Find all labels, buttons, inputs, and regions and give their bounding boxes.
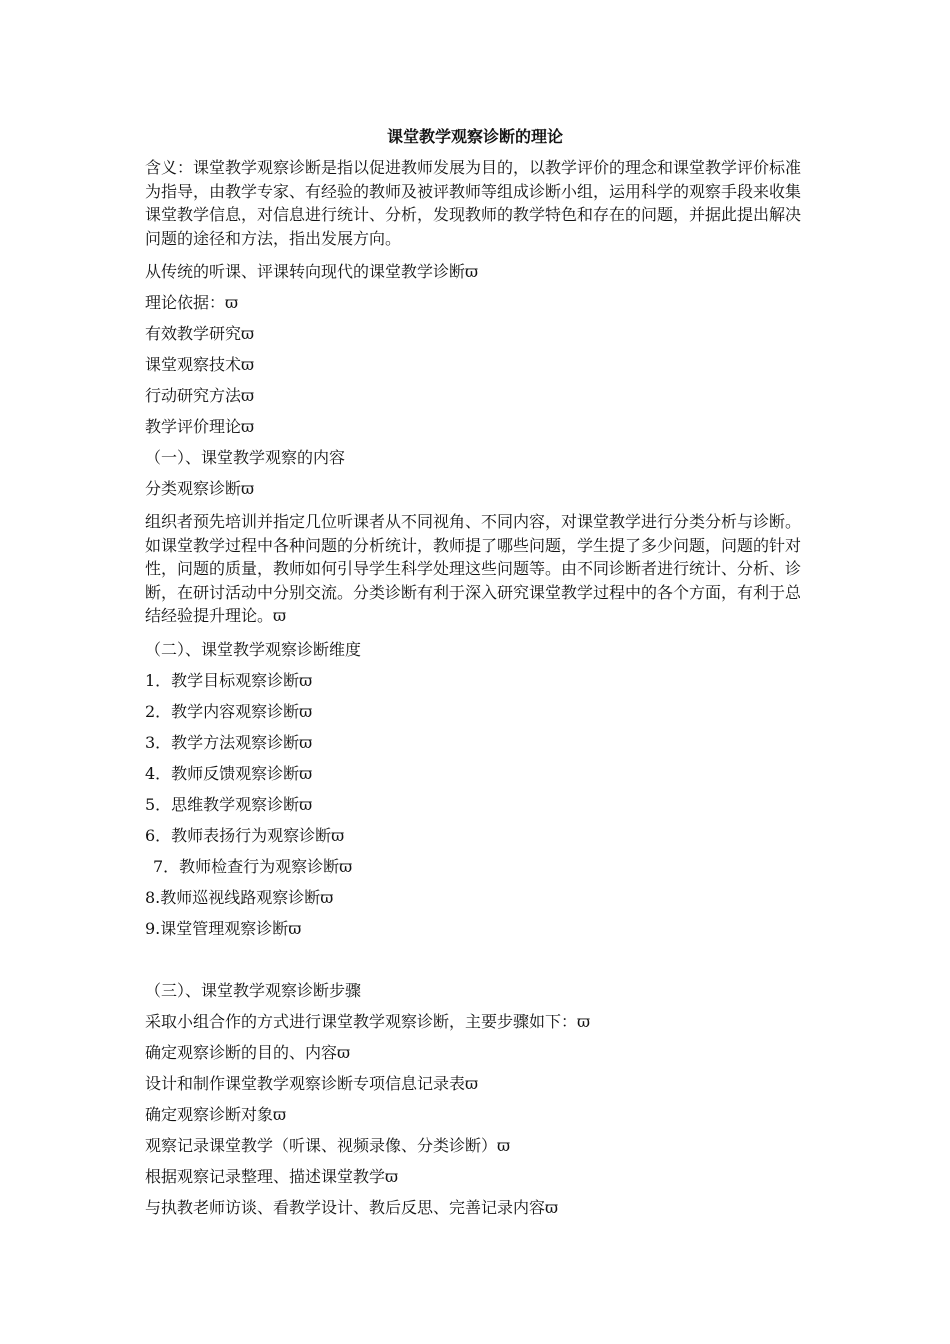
transition-line: 从传统的听课、评课转向现代的课堂教学诊断ϖ: [145, 262, 479, 281]
dimension-item: 9.课堂管理观察诊断ϖ: [145, 919, 302, 938]
dimension-item: 1．教学目标观察诊断ϖ: [145, 671, 313, 690]
basis-item: 课堂观察技术ϖ: [145, 355, 255, 374]
basis-item: 行动研究方法ϖ: [145, 386, 255, 405]
dimension-item: 8.教师巡视线路观察诊断ϖ: [145, 888, 334, 907]
basis-heading: 理论依据：ϖ: [145, 293, 239, 312]
section3-heading: （三）、课堂教学观察诊断步骤: [145, 981, 362, 1000]
section1-heading: （一）、课堂教学观察的内容: [145, 448, 346, 467]
dimension-item: 6．教师表扬行为观察诊断ϖ: [145, 826, 345, 845]
step-item: 观察记录课堂教学（听课、视频录像、分类诊断）ϖ: [145, 1136, 511, 1155]
dimension-item: 7．教师检查行为观察诊断ϖ: [153, 857, 353, 876]
basis-item: 教学评价理论ϖ: [145, 417, 255, 436]
step-item: 设计和制作课堂教学观察诊断专项信息记录表ϖ: [145, 1074, 479, 1093]
dimension-item: 3．教学方法观察诊断ϖ: [145, 733, 313, 752]
dimension-item: 4．教师反馈观察诊断ϖ: [145, 764, 313, 783]
section3-intro: 采取小组合作的方式进行课堂教学观察诊断，主要步骤如下：ϖ: [145, 1012, 591, 1031]
dimension-item: 5．思维教学观察诊断ϖ: [145, 795, 313, 814]
step-item: 确定观察诊断对象ϖ: [145, 1105, 287, 1124]
step-item: 确定观察诊断的目的、内容ϖ: [145, 1043, 351, 1062]
section1-subheading: 分类观察诊断ϖ: [145, 479, 255, 498]
section1-body: 组织者预先培训并指定几位听课者从不同视角、不同内容，对课堂教学进行分类分析与诊断。如课堂教学过程中各种问题的分析统计，教师提了哪些问题，学生提了多少问题，问题的针对性，问题的质量，教师如何引导学生科学处理这些问题等。由不同诊断者进行统计、分析、诊断，在研讨活动中分别交流。分类诊断有利于深入研究课堂教学过程中的各个方面，有利于总结经验提升理论。ϖ: [145, 512, 802, 625]
step-item: 与执教老师访谈、看教学设计、教后反思、完善记录内容ϖ: [145, 1198, 559, 1217]
definition-paragraph: 含义：课堂教学观察诊断是指以促进教师发展为目的，以教学评价的理念和课堂教学评价标准为指导，由教学专家、有经验的教师及被评教师等组成诊断小组，运用科学的观察手段来收集课堂教学信息，对信息进行统计、分析，发现教师的教学特色和存在的问题，并据此提出解决问题的途径和方法，指出发展方向。: [145, 158, 802, 248]
dimension-item: 2．教学内容观察诊断ϖ: [145, 702, 313, 721]
section2-heading: （二）、课堂教学观察诊断维度: [145, 640, 362, 659]
basis-item: 有效教学研究ϖ: [145, 324, 255, 343]
step-item: 根据观察记录整理、描述课堂教学ϖ: [145, 1167, 399, 1186]
document-title: 课堂教学观察诊断的理论: [386, 127, 563, 146]
